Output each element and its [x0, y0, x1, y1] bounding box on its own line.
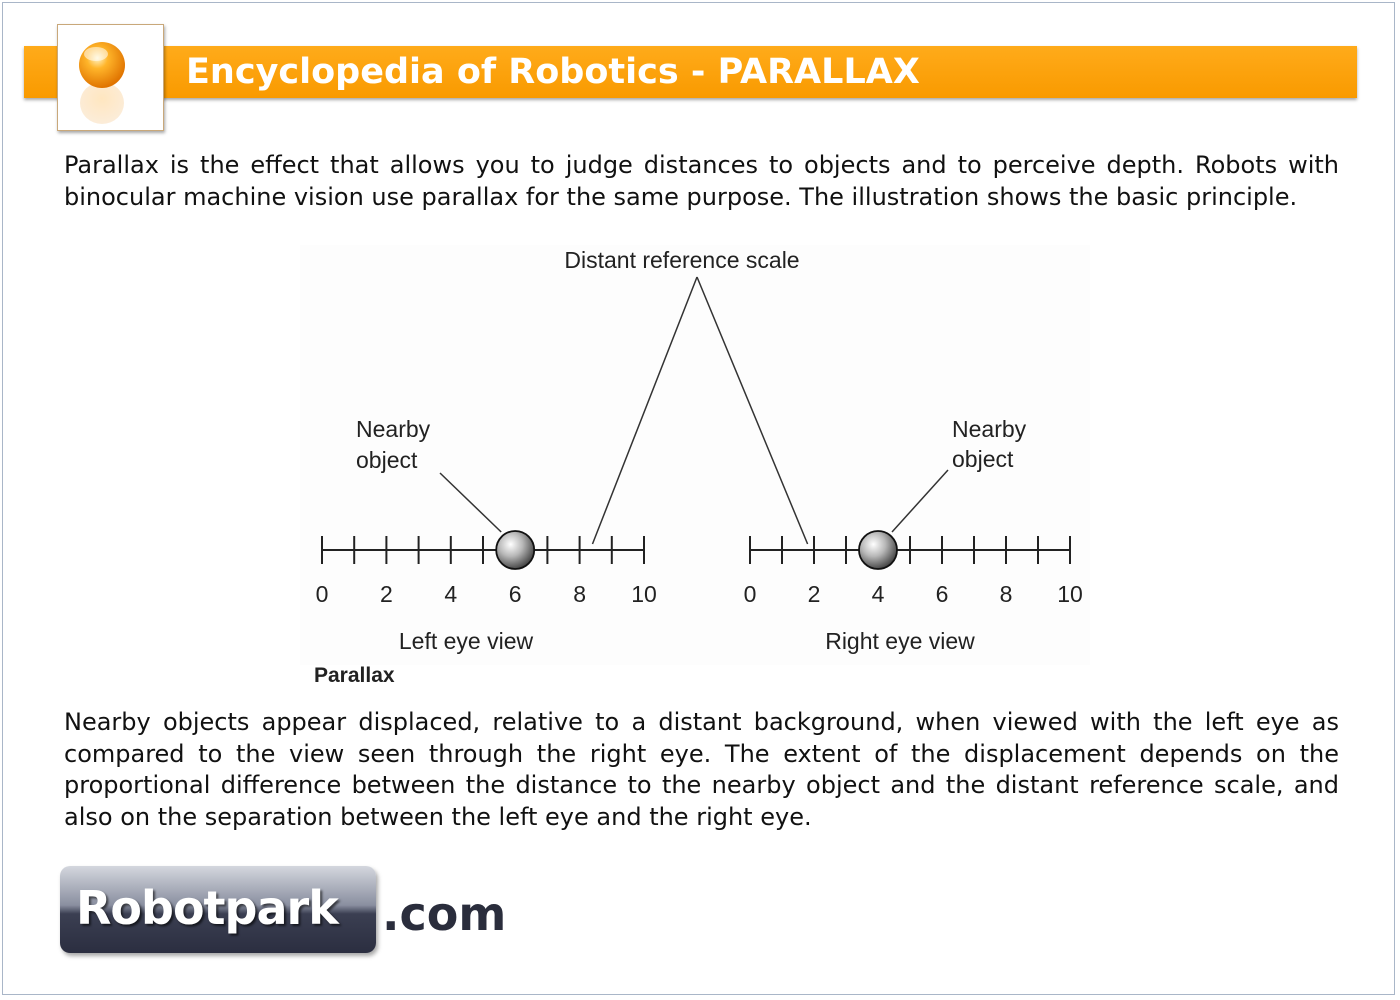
- right-nearby-object-sphere: [859, 531, 897, 569]
- figure-caption: Parallax: [314, 664, 395, 687]
- logo-box: [57, 24, 164, 131]
- left-tick-label: 10: [631, 581, 657, 607]
- right-reference-line: [697, 277, 808, 544]
- left-tick-label: 6: [508, 581, 522, 607]
- left-tick-label: 0: [315, 581, 329, 607]
- parallax-diagram: [300, 245, 1090, 665]
- left-eye-view-label: Left eye view: [398, 628, 534, 654]
- distant-scale-label: Distant reference scale: [564, 247, 800, 273]
- left-object-pointer: [440, 473, 501, 532]
- left-tick-label: 8: [573, 581, 586, 607]
- right-tick-label: 4: [871, 581, 885, 607]
- right-object-pointer: [892, 470, 948, 532]
- right-tick-label: 8: [999, 581, 1013, 607]
- right-eye-view-label: Right eye view: [825, 628, 975, 654]
- left-tick-label: 4: [444, 581, 458, 607]
- left-reference-line: [592, 277, 697, 544]
- right-object-label-2: object: [952, 446, 1014, 472]
- right-tick-label: 0: [743, 581, 757, 607]
- page-title: Encyclopedia of Robotics - PARALLAX: [186, 52, 920, 92]
- right-tick-label: 6: [935, 581, 949, 607]
- left-object-label-1: Nearby: [356, 416, 431, 442]
- brand-suffix: .com: [382, 887, 507, 941]
- left-object-label-2: object: [356, 447, 418, 473]
- brand-name: Robotpark: [76, 881, 338, 935]
- body-paragraph: Nearby objects appear displaced, relative to a distant background, when viewed with the left eye as compared to the view seen through the right eye. The extent of the displacement depends on the proportional difference between the distance to the nearby object and the distant reference scale, and also on the separation between the left eye and the right eye.: [64, 708, 1339, 831]
- right-tick-label: 10: [1057, 581, 1083, 607]
- left-nearby-object-sphere: [496, 531, 534, 569]
- parallax-figure: [300, 245, 1090, 665]
- intro-paragraph: Parallax is the effect that allows you to judge distances to objects and to perceive depth. Robots with binocular machine vision use parallax for the same purpose. The illustration shows the basic principle.: [64, 151, 1339, 211]
- orange-sphere-icon: [58, 25, 163, 130]
- right-tick-label: 2: [807, 581, 821, 607]
- right-object-label-1: Nearby: [952, 416, 1027, 442]
- left-tick-label: 2: [380, 581, 393, 607]
